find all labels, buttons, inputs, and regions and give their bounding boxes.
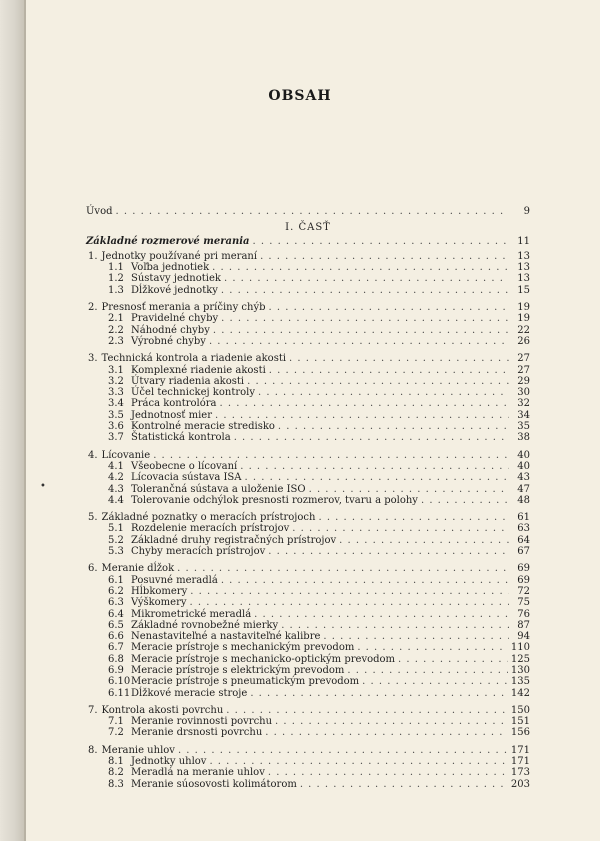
leader-dots xyxy=(240,461,509,472)
page-title: OBSAH xyxy=(268,88,332,104)
toc-entry-page: 135 xyxy=(510,676,530,688)
toc-subsection-row xyxy=(86,262,530,273)
toc-entry-label: Meranie uhlov xyxy=(101,744,175,756)
toc-entry-number: 4.3 xyxy=(108,483,124,495)
toc-entry-page: 47 xyxy=(517,483,530,495)
toc-entry-label: Útvary riadenia akosti xyxy=(131,375,245,387)
leader-dots xyxy=(265,727,508,738)
toc-entry-label: Meranie drsnosti povrchu xyxy=(131,727,263,739)
toc-entry-label: Meranie rovinnosti povrchu xyxy=(131,716,273,728)
toc-entry-label: Základné poznatky o meracích prístrojoch xyxy=(101,512,316,524)
toc-entry-label: Meracie prístroje s pneumatickým prevodom xyxy=(131,676,360,688)
toc-entry-page: 27 xyxy=(517,353,530,365)
toc-entry-number: 6.10 xyxy=(108,676,131,688)
toc-subsection-row xyxy=(86,472,530,483)
leader-dots xyxy=(347,665,508,676)
leader-dots xyxy=(177,563,509,574)
toc-section-row xyxy=(86,236,530,247)
toc-subsection-row xyxy=(86,665,530,676)
toc-entry-label: Práca kontrolóra xyxy=(131,398,217,410)
book-spine xyxy=(0,0,24,841)
leader-dots xyxy=(269,302,510,313)
toc-entry-number: 4.2 xyxy=(108,472,124,484)
toc-entry-page: 19 xyxy=(517,313,530,325)
toc-subsection-row xyxy=(86,575,530,586)
toc-entry-page: 125 xyxy=(510,653,530,665)
leader-dots xyxy=(247,376,509,387)
leader-dots xyxy=(323,631,509,642)
toc-entry-number: 1.1 xyxy=(108,262,124,274)
leader-dots xyxy=(213,325,509,336)
toc-entry-number: 3.1 xyxy=(108,364,124,376)
toc-entry-number: 7.2 xyxy=(108,727,124,739)
toc-entry-page: 69 xyxy=(517,563,530,575)
toc-subsection-row xyxy=(86,609,530,620)
toc-subsection-row xyxy=(86,365,530,376)
toc-entry-page: 30 xyxy=(517,387,530,399)
toc-entry-number: 5.3 xyxy=(108,546,124,558)
toc-entry-number: 4. xyxy=(88,449,98,461)
toc-entry-number: 4.1 xyxy=(108,460,124,472)
toc-entry-number: 6.7 xyxy=(108,642,124,654)
toc-entry-page: 72 xyxy=(517,585,530,597)
toc-subsection-row xyxy=(86,546,530,557)
toc-entry-page: 29 xyxy=(517,375,530,387)
toc-entry-page: 171 xyxy=(510,744,530,756)
leader-dots xyxy=(268,767,508,778)
toc-entry-page: 63 xyxy=(517,523,530,535)
toc-entry-label: Presnosť merania a príčiny chýb xyxy=(101,302,266,314)
toc-entry-page: 61 xyxy=(517,512,530,524)
leader-dots xyxy=(289,353,509,364)
toc-subsection-row xyxy=(86,676,530,687)
leader-dots xyxy=(226,705,508,716)
leader-dots xyxy=(357,642,508,653)
toc-entry-label: Dĺžkové meracie stroje xyxy=(131,687,248,699)
toc-chapter-row xyxy=(86,450,530,461)
toc-entry-page: 19 xyxy=(517,302,530,314)
toc-chapter-row xyxy=(86,563,530,574)
leader-dots xyxy=(220,398,509,409)
toc-entry-page: 13 xyxy=(517,250,530,262)
leader-dots xyxy=(275,716,508,727)
toc-entry-number: 8.2 xyxy=(108,767,124,779)
toc-entry-number: 2. xyxy=(88,302,98,314)
toc-entry-label: Lícovanie xyxy=(101,449,151,461)
toc-subsection-row xyxy=(86,432,530,443)
toc-entry-page: 38 xyxy=(517,432,530,444)
toc-entry-number: 2.3 xyxy=(108,335,124,347)
toc-entry-number: 7. xyxy=(88,704,98,716)
toc-entry-number: 3. xyxy=(88,353,98,365)
leader-dots xyxy=(234,432,509,443)
leader-dots xyxy=(190,586,509,597)
toc-entry-number: 1.2 xyxy=(108,273,124,285)
part-heading: I. ČASŤ xyxy=(285,222,331,234)
toc-entry-label: Výškomery xyxy=(131,597,187,609)
toc-entry-label: Chyby meracích prístrojov xyxy=(131,546,266,558)
margin-mark: • xyxy=(40,481,46,492)
toc-entry-page: 110 xyxy=(510,642,530,654)
leader-dots xyxy=(318,512,509,523)
toc-subsection-row xyxy=(86,535,530,546)
toc-entry-number: 6.6 xyxy=(108,631,124,643)
leader-dots xyxy=(309,484,509,495)
toc-entry-number: 3.7 xyxy=(108,432,124,444)
toc-entry-label: Meranie dĺžok xyxy=(101,563,175,575)
toc-subsection-row xyxy=(86,688,530,699)
toc-entry-page: 26 xyxy=(517,335,530,347)
toc-subsection-row xyxy=(86,325,530,336)
leader-dots xyxy=(339,535,509,546)
chapter-list xyxy=(86,251,530,790)
toc-subsection-row xyxy=(86,285,530,296)
toc-chapter-row xyxy=(86,705,530,716)
toc-entry-label: Pravidelné chyby xyxy=(131,313,219,325)
toc-entry-number: 6.3 xyxy=(108,597,124,609)
leader-dots xyxy=(268,546,509,557)
leader-dots xyxy=(421,495,509,506)
toc-subsection-row xyxy=(86,398,530,409)
toc-entry-label: Lícovacia sústava ISA xyxy=(131,472,242,484)
toc-entry-label: Tolerovanie odchýlok presnosti rozmerov, tvaru a polohy xyxy=(131,494,418,506)
leader-dots xyxy=(300,779,508,790)
toc-entry-label: Dĺžkové jednotky xyxy=(131,284,218,296)
toc-entry-number: 3.3 xyxy=(108,387,124,399)
toc-entry-number: 3.2 xyxy=(108,375,124,387)
toc-entry-page: 40 xyxy=(517,460,530,472)
toc-entry-page: 76 xyxy=(517,608,530,620)
leader-dots xyxy=(258,387,509,398)
toc-entry-label: Meracie prístroje s elektrickým prevodom xyxy=(131,664,345,676)
toc-section-page: 11 xyxy=(517,235,530,247)
toc-entry-number: 4.4 xyxy=(108,494,124,506)
leader-dots xyxy=(245,472,509,483)
toc-entry-number: 5. xyxy=(88,512,98,524)
toc-entry-label: Hĺbkomery xyxy=(131,585,188,597)
toc-chapter-row xyxy=(86,302,530,313)
leader-dots xyxy=(362,676,508,687)
leader-dots xyxy=(178,745,508,756)
toc-entry-page: 40 xyxy=(517,449,530,461)
toc-entry-page: 156 xyxy=(510,727,530,739)
toc-entry-page: 13 xyxy=(517,273,530,285)
toc-entry-number: 8.1 xyxy=(108,756,124,768)
toc-entry-number: 6.5 xyxy=(108,619,124,631)
toc-subsection-row xyxy=(86,727,530,738)
toc-entry-label: Výrobné chyby xyxy=(131,335,206,347)
toc-entry-number: 6.9 xyxy=(108,664,124,676)
toc-subsection-row xyxy=(86,716,530,727)
leader-dots xyxy=(212,262,509,273)
toc-subsection-row xyxy=(86,336,530,347)
toc-entry-number: 8.3 xyxy=(108,778,124,790)
toc-entry-label: Voľba jednotiek xyxy=(131,262,210,274)
leader-dots xyxy=(209,336,509,347)
toc-entry-page: 94 xyxy=(517,631,530,643)
toc-entry-page: 130 xyxy=(510,664,530,676)
toc-entry-page: 43 xyxy=(517,472,530,484)
toc-entry-label: Meracie prístroje s mechanickým prevodom xyxy=(131,642,355,654)
leader-dots xyxy=(398,654,508,665)
leader-dots xyxy=(224,273,509,284)
toc-entry-page: 150 xyxy=(510,704,530,716)
toc-subsection-row xyxy=(86,495,530,506)
toc-entry-page: 27 xyxy=(517,364,530,376)
toc-subsection-row xyxy=(86,620,530,631)
leader-dots xyxy=(221,313,509,324)
toc-entry-label: Sústavy jednotiek xyxy=(131,273,221,285)
toc-subsection-row xyxy=(86,631,530,642)
toc-entry-label: Jednotky používané pri meraní xyxy=(101,250,258,262)
toc-entry-label: Jednotnosť mier xyxy=(131,409,212,421)
toc-subsection-row xyxy=(86,461,530,472)
toc-entry-page: 69 xyxy=(517,574,530,586)
leader-dots xyxy=(209,756,507,767)
toc-entry-number: 1. xyxy=(88,250,98,262)
toc-section-label: Základné rozmerové merania xyxy=(86,235,250,247)
toc-subsection-row xyxy=(86,654,530,665)
toc-entry-label: Kontrola akosti povrchu xyxy=(101,704,224,716)
leader-dots xyxy=(250,688,508,699)
toc-entry-label: Tolerančná sústava a uloženie ISO xyxy=(131,483,306,495)
toc-entry-number: 6. xyxy=(88,563,98,575)
toc-entry-page: 35 xyxy=(517,421,530,433)
toc-entry-page: 87 xyxy=(517,619,530,631)
toc-entry-number: 3.4 xyxy=(108,398,124,410)
toc-entry-label: Nenastaviteľné a nastaviteľné kalibre xyxy=(131,631,321,643)
toc-entry-number: 6.11 xyxy=(108,687,131,699)
toc-entry-label: Meranie súosovosti kolimátorom xyxy=(131,778,297,790)
toc-entry-number: 7.1 xyxy=(108,716,124,728)
toc-entry-number: 2.2 xyxy=(108,324,124,336)
toc-subsection-row xyxy=(86,273,530,284)
toc-entry-page: 203 xyxy=(510,778,530,790)
toc-entry-label: Účel technickej kontroly xyxy=(131,387,255,399)
leader-dots xyxy=(221,285,509,296)
toc-entry-label: Technická kontrola a riadenie akosti xyxy=(101,353,287,365)
toc-entry-page: 67 xyxy=(517,546,530,558)
toc-subsection-row xyxy=(86,421,530,432)
toc-entry-page: 151 xyxy=(510,716,530,728)
toc-entry-label: Jednotky uhlov xyxy=(131,756,207,768)
toc-chapter-row xyxy=(86,745,530,756)
toc-entry-page: 34 xyxy=(517,409,530,421)
toc-subsection-row xyxy=(86,387,530,398)
toc-entry-number: 1.3 xyxy=(108,284,124,296)
toc-entry-number: 6.4 xyxy=(108,608,124,620)
toc-entry-label: Všeobecne o lícovaní xyxy=(131,460,238,472)
toc-subsection-row xyxy=(86,597,530,608)
toc-entry-page: 22 xyxy=(517,324,530,336)
leader-dots xyxy=(116,206,510,217)
toc-entry-label: Základné druhy registračných prístrojov xyxy=(131,534,337,546)
leader-dots xyxy=(221,575,509,586)
toc-entry-label: Meracie prístroje s mechanicko-optickým prevodom xyxy=(131,653,396,665)
toc-subsection-row xyxy=(86,767,530,778)
leader-dots xyxy=(260,251,509,262)
leader-dots xyxy=(281,620,509,631)
toc-entry-page: 75 xyxy=(517,597,530,609)
toc-intro-row xyxy=(86,206,530,217)
toc-subsection-row xyxy=(86,642,530,653)
toc-entry-number: 8. xyxy=(88,744,98,756)
toc-entry-page: 171 xyxy=(510,756,530,768)
toc-entry-page: 48 xyxy=(517,494,530,506)
toc-intro-page: 9 xyxy=(523,206,530,217)
toc-entry-label: Komplexné riadenie akosti xyxy=(131,364,266,376)
toc-entry-page: 15 xyxy=(517,284,530,296)
toc-entry-label: Posuvné meradlá xyxy=(131,574,218,586)
toc-entry-label: Meradlá na meranie uhlov xyxy=(131,767,265,779)
leader-dots xyxy=(292,523,509,534)
toc-entry-number: 2.1 xyxy=(108,313,124,325)
toc-subsection-row xyxy=(86,313,530,324)
toc-entry-label: Kontrolné meracie stredisko xyxy=(131,421,275,433)
toc-entry-label: Mikrometrické meradlá xyxy=(131,608,252,620)
toc-entry-page: 64 xyxy=(517,534,530,546)
toc-chapter-row xyxy=(86,353,530,364)
toc-entry-page: 32 xyxy=(517,398,530,410)
toc-chapter-row xyxy=(86,251,530,262)
toc-subsection-row xyxy=(86,523,530,534)
toc-subsection-row xyxy=(86,376,530,387)
toc-entry-number: 6.8 xyxy=(108,653,124,665)
toc-subsection-row xyxy=(86,779,530,790)
toc-entry-number: 6.1 xyxy=(108,574,124,586)
toc-chapter-row xyxy=(86,512,530,523)
toc-entry-page: 13 xyxy=(517,262,530,274)
toc-entry-label: Rozdelenie meracích prístrojov xyxy=(131,523,290,535)
toc-subsection-row xyxy=(86,586,530,597)
toc-entry-label: Základné rovnobežné mierky xyxy=(131,619,279,631)
leader-dots xyxy=(190,597,509,608)
toc-entry-label: Štatistická kontrola xyxy=(131,432,231,444)
toc-subsection-row xyxy=(86,410,530,421)
toc-entry-number: 5.2 xyxy=(108,534,124,546)
toc-intro-label: Úvod xyxy=(86,206,113,217)
leader-dots xyxy=(215,410,509,421)
leader-dots xyxy=(253,236,510,247)
toc-entry-number: 6.2 xyxy=(108,585,124,597)
leader-dots xyxy=(278,421,509,432)
toc-entry-label: Náhodné chyby xyxy=(131,324,210,336)
toc-subsection-row xyxy=(86,756,530,767)
table-of-contents xyxy=(86,206,530,790)
toc-entry-page: 173 xyxy=(510,767,530,779)
toc-entry-number: 3.5 xyxy=(108,409,124,421)
leader-dots xyxy=(269,365,509,376)
leader-dots xyxy=(153,450,509,461)
gutter-line xyxy=(24,0,26,841)
toc-entry-number: 5.1 xyxy=(108,523,124,535)
leader-dots xyxy=(254,609,509,620)
toc-subsection-row xyxy=(86,484,530,495)
toc-entry-page: 142 xyxy=(510,687,530,699)
toc-entry-number: 3.6 xyxy=(108,421,124,433)
